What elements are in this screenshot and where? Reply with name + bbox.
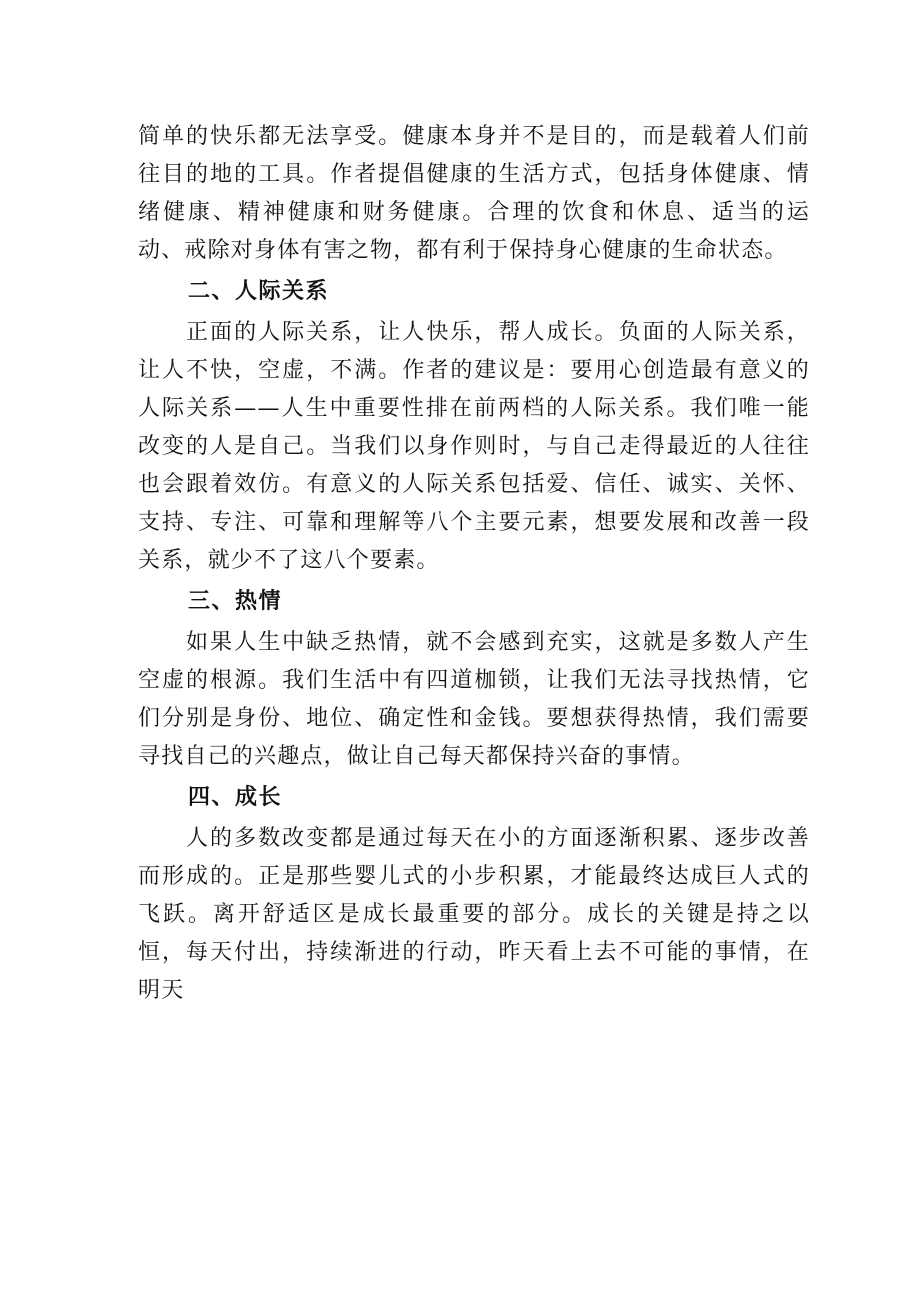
paragraph-growth: 人的多数改变都是通过每天在小的方面逐渐积累、逐步改善而形成的。正是那些婴儿式的小步积累，才能最终达成巨人式的飞跃。离开舒适区是成长最重要的部分。成长的关键是持之以恒，每天付出，持续渐进的行动，昨天看上去不可能的事情，在明天 bbox=[138, 826, 810, 1003]
heading-growth: 四、成长 bbox=[188, 785, 283, 810]
document-body bbox=[138, 118, 810, 1010]
paragraph-passion: 如果人生中缺乏热情，就不会感到充实，这就是多数人产生空虚的根源。我们生活中有四道枷锁，让我们无法寻找热情，它们分别是身份、地位、确定性和金钱。要想获得热情，我们需要寻找自己的兴趣点，做让自己每天都保持兴奋的事情。 bbox=[138, 630, 810, 769]
paragraph-health: 简单的快乐都无法享受。健康本身并不是目的，而是载着人们前往目的地的工具。作者提倡健康的生活方式，包括身体健康、情绪健康、精神健康和财务健康。合理的饮食和休息、适当的运动、戒除对身体有害之物，都有利于保持身心健康的生命状态。 bbox=[138, 124, 810, 263]
heading-relationships: 二、人际关系 bbox=[188, 279, 330, 304]
heading-passion: 三、热情 bbox=[188, 589, 283, 614]
paragraph-relationships: 正面的人际关系，让人快乐，帮人成长。负面的人际关系，让人不快，空虚，不满。作者的建议是：要用心创造最有意义的人际关系——人生中重要性排在前两档的人际关系。我们唯一能改变的人是自己。当我们以身作则时，与自己走得最近的人往往也会跟着效仿。有意义的人际关系包括爱、信任、诚实、关怀、支持、专注、可靠和理解等八个主要元素，想要发展和改善一段关系，就少不了这八个要素。 bbox=[138, 320, 810, 573]
